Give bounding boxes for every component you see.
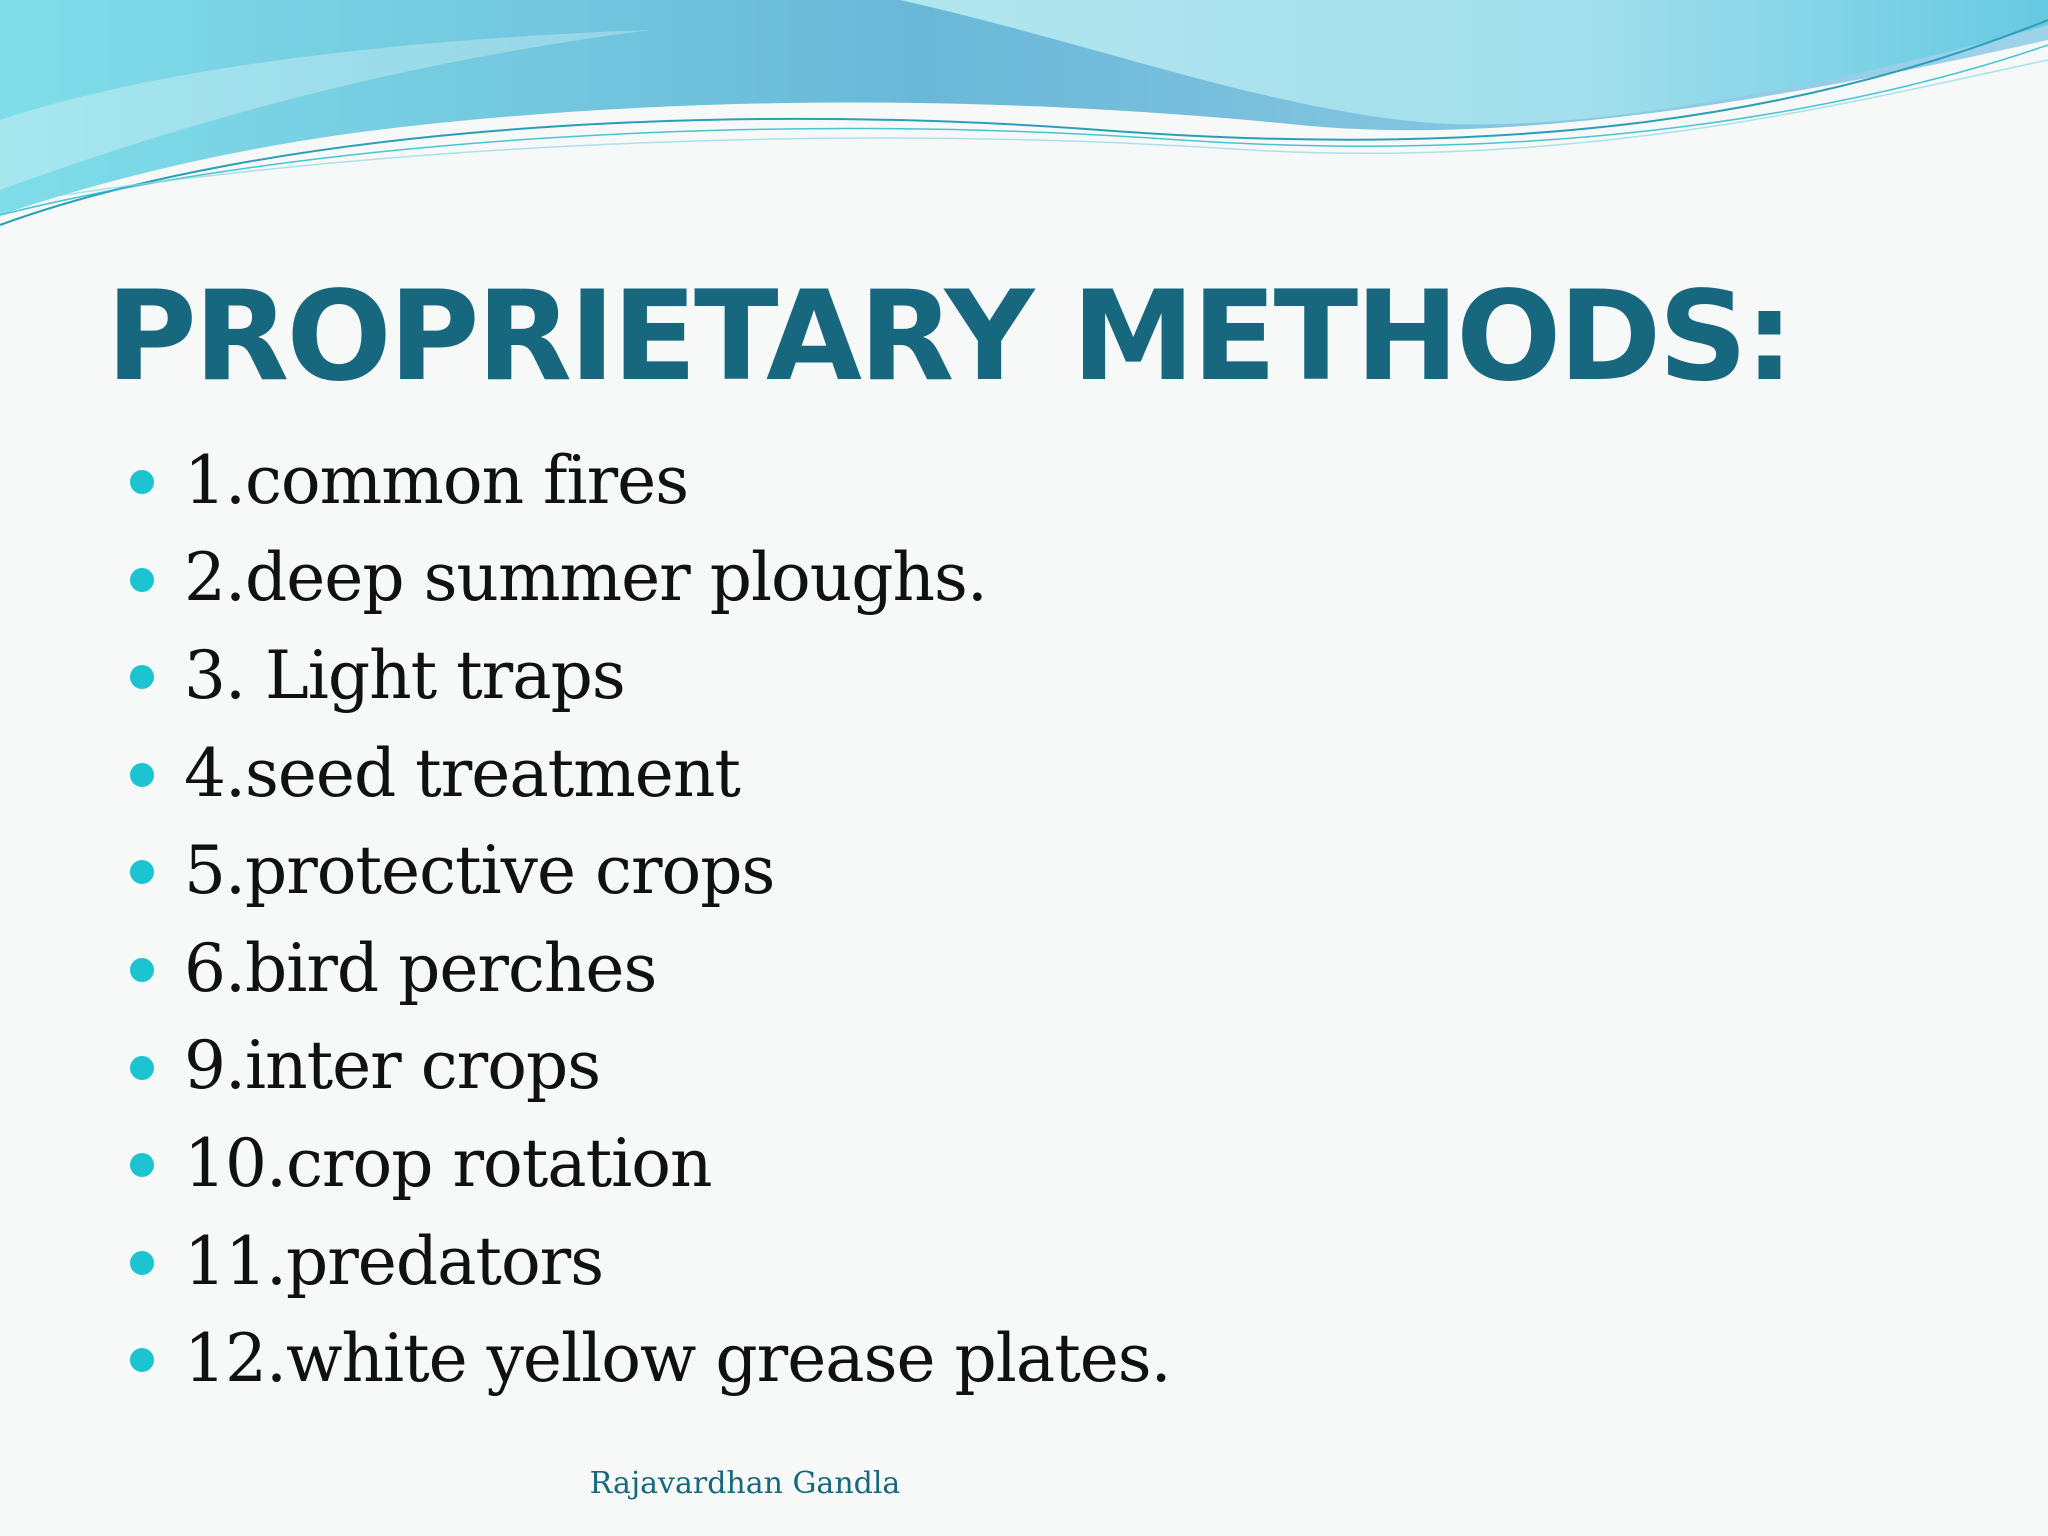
list-item-text: 10.crop rotation — [184, 1124, 712, 1202]
list-item — [130, 920, 1171, 1018]
list-item — [130, 1310, 1171, 1408]
header-wave-decoration — [0, 0, 2048, 260]
slide-title: PROPRIETARY METHODS: — [106, 265, 1792, 409]
bullet-icon — [130, 1153, 154, 1177]
bullet-icon — [130, 1251, 154, 1275]
bullet-icon — [130, 763, 154, 787]
list-item-text: 6.bird perches — [184, 929, 657, 1007]
bullet-icon — [130, 1056, 154, 1080]
list-item-text: 4.seed treatment — [184, 734, 740, 812]
bullet-icon — [130, 860, 154, 884]
bullet-icon — [130, 958, 154, 982]
list-item-text: 5.protective crops — [184, 832, 775, 910]
list-item — [130, 1018, 1171, 1116]
list-item-text: 11.predators — [184, 1222, 604, 1300]
bullet-icon — [130, 665, 154, 689]
bullet-icon — [130, 1348, 154, 1372]
list-item — [130, 725, 1171, 823]
list-item-text: 2.deep summer ploughs. — [184, 539, 987, 617]
footer-author: Rajavardhan Gandla — [589, 1466, 901, 1501]
list-item-text: 3. Light traps — [184, 636, 625, 714]
list-item-text: 1.common fires — [184, 441, 689, 519]
list-item — [130, 822, 1171, 920]
list-item — [130, 1115, 1171, 1213]
list-item — [130, 1213, 1171, 1311]
list-item-text: 12.white yellow grease plates. — [184, 1320, 1171, 1398]
bullet-icon — [130, 470, 154, 494]
list-item — [130, 530, 1171, 628]
bullet-list — [130, 432, 1171, 1408]
list-item-text: 9.inter crops — [184, 1027, 601, 1105]
list-item — [130, 627, 1171, 725]
list-item — [130, 432, 1171, 530]
bullet-icon — [130, 568, 154, 592]
